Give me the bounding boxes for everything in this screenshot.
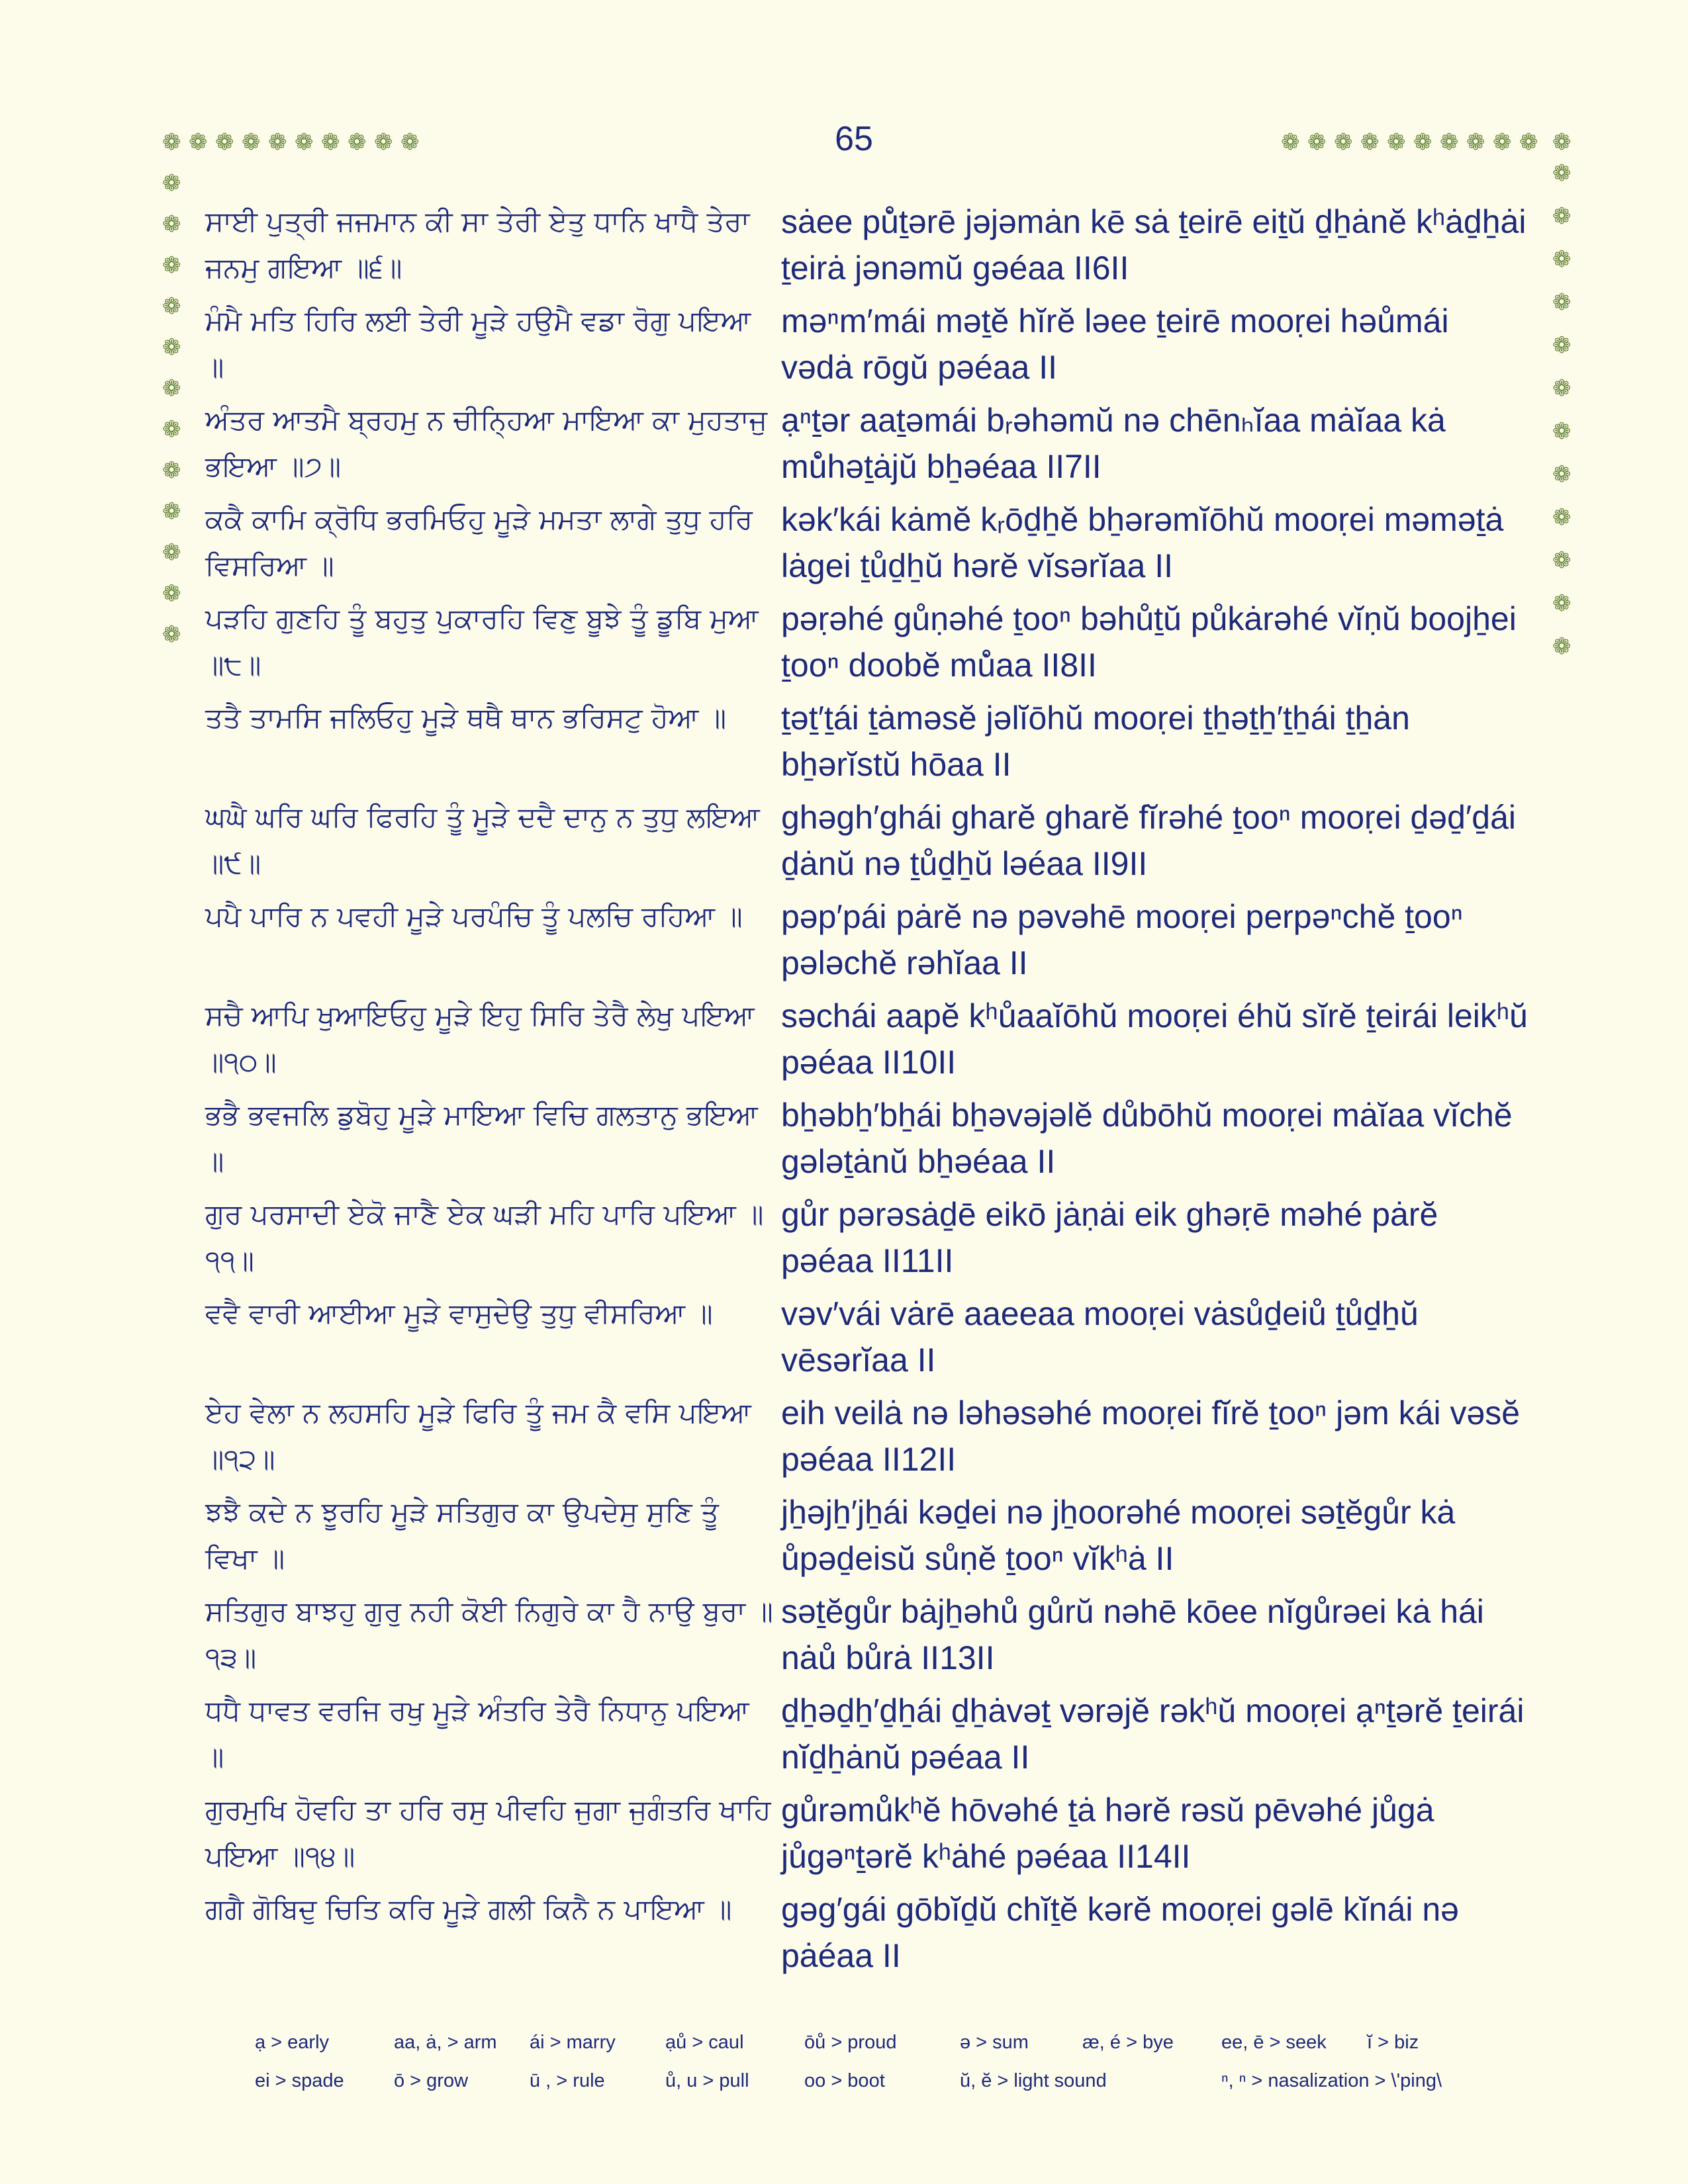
flower-icon: ❁ [1519, 129, 1538, 156]
gurmukhi-text: ਧਧੈ ਧਾਵਤ ਵਰਜਿ ਰਖੁ ਮੂੜੇ ਅੰਤਰਿ ਤੇਰੈ ਨਿਧਾਨੁ ਪਇਆ ॥ [205, 1694, 749, 1773]
verse-list [205, 199, 1529, 1985]
flower-icon: ❁ [162, 129, 181, 156]
gurmukhi-text: ਭਭੈ ਭਵਜਲਿ ਡੁਬੋਹੁ ਮੂੜੇ ਮਾਇਆ ਵਿਚਿ ਗਲਤਾਨੁ ਭਇਆ ॥ [205, 1099, 758, 1177]
verse-row [205, 1191, 1529, 1291]
gurmukhi-text: ਏਹ ਵੇਲਾ ਨ ਲਹਸਹਿ ਮੂੜੇ ਫਿਰਿ ਤੂੰ ਜਮ ਕੈ ਵਸਿ ਪਇਆ ॥੧੨॥ [205, 1396, 751, 1475]
flower-icon: ❁ [189, 129, 208, 156]
transliteration-text: vəv′vái vȧrē aaeeaa mooṛei vȧsůḏeiů ṯůḏẖŭ vēsərĭaa II [781, 1295, 1419, 1379]
flower-icon: ❁ [1552, 129, 1571, 156]
gurmukhi-text: ਘਘੈ ਘਰਿ ਘਰਿ ਫਿਰਹਿ ਤੂੰ ਮੂੜੇ ਦਦੈ ਦਾਨੁ ਨ ਤੁਧੁ ਲਇਆ ॥੯॥ [205, 801, 760, 880]
flower-icon: ❁ [162, 375, 181, 402]
flower-icon: ❁ [162, 621, 181, 648]
flower-icon: ❁ [1552, 547, 1571, 574]
gurmukhi-text: ਅੰਤਰ ਆਤਮੈ ਬ੍ਰਹਮੁ ਨ ਚੀਨ੍ਹਿਆ ਮਾਇਆ ਕਾ ਮੁਹਤਾਜੁ ਭਇਆ ॥੭॥ [205, 404, 768, 482]
flower-icon: ❁ [321, 129, 340, 156]
flower-icon: ❁ [1334, 129, 1353, 156]
verse-row [205, 695, 1529, 794]
legend-item: ạů > caul [665, 2032, 744, 2053]
verse-row [205, 1588, 1529, 1688]
legend-item: aa, ȧ, > arm [394, 2032, 497, 2053]
transliteration-text: pəṛəhé gůṇəhé ṯooⁿ bəhůṯŭ půkȧrəhé vĭṇŭ boojẖei ṯooⁿ doobĕ mů̇aa II8II [781, 600, 1517, 684]
flower-icon: ❁ [348, 129, 367, 156]
flower-icon: ❁ [162, 498, 181, 525]
flower-icon: ❁ [1552, 418, 1571, 445]
legend-item: ei > spade [255, 2070, 344, 2091]
verse-row [205, 1489, 1529, 1588]
flower-icon: ❁ [1552, 289, 1571, 316]
transliteration-text: gůrəmůkʰĕ hōvəhé ṯȧ hərĕ rəsŭ pēvəhé jůgȧ jůgəⁿṯərĕ kʰȧhé pəéaa II14II [781, 1792, 1434, 1875]
legend-item: ů, u > pull [665, 2070, 749, 2091]
legend-item: ōů > proud [804, 2032, 897, 2053]
flower-icon: ❁ [1552, 504, 1571, 531]
gurmukhi-text: ਤਤੈ ਤਾਮਸਿ ਜਲਿਓਹੁ ਮੂੜੇ ਥਥੈ ਥਾਨ ਭਰਿਸਟੁ ਹੋਆ ॥ [205, 702, 726, 734]
flower-icon: ❁ [374, 129, 393, 156]
flower-icon: ❁ [400, 129, 420, 156]
gurmukhi-text: ਝਝੈ ਕਦੇ ਨ ਝੂਰਹਿ ਮੂੜੇ ਸਤਿਗੁਰ ਕਾ ਉਪਦੇਸੁ ਸੁਣਿ ਤੂੰ ਵਿਖਾ ॥ [205, 1496, 719, 1574]
transliteration-text: eih veilȧ nə ləhəsəhé mooṛei fĭrĕ ṯooⁿ jəm kái vəsĕ pəéaa II12II [781, 1394, 1521, 1478]
verse-row [205, 1688, 1529, 1787]
verse-row [205, 1291, 1529, 1390]
gurmukhi-text: ਸਾਈ ਪੁਤ੍ਰੀ ਜਜਮਾਨ ਕੀ ਸਾ ਤੇਰੀ ਏਤੁ ਧਾਨਿ ਖਾਧੈ ਤੇਰਾ ਜਨਮੁ ਗਇਆ ॥੬॥ [205, 205, 750, 284]
flower-icon: ❁ [1552, 633, 1571, 660]
legend-item: ŭ, ĕ > light sound [960, 2070, 1107, 2091]
transliteration-text: pəp′pái pȧrĕ nə pəvəhē mooṛei perpəⁿchĕ ṯooⁿ pələchĕ rəhĭaa II [781, 898, 1463, 981]
legend-item: ái > marry [530, 2032, 616, 2053]
flower-icon: ❁ [162, 293, 181, 320]
verse-row [205, 993, 1529, 1092]
legend-row [255, 2070, 1513, 2109]
flower-icon: ❁ [242, 129, 261, 156]
gurmukhi-text: ਗੁਰਮੁਖਿ ਹੋਵਹਿ ਤਾ ਹਰਿ ਰਸੁ ਪੀਵਹਿ ਜੁਗਾ ਜੁਗੰਤਰਿ ਖਾਹਿ ਪਇਆ ॥੧੪॥ [205, 1794, 771, 1872]
gurmukhi-text: ਸਤਿਗੁਰ ਬਾਝਹੁ ਗੁਰੁ ਨਹੀ ਕੋਈ ਨਿਗੁਰੇ ਕਾ ਹੈ ਨਾਉ ਬੁਰਾ ॥੧੩॥ [205, 1595, 773, 1674]
legend-item: æ, é > bye [1082, 2032, 1174, 2053]
flower-icon: ❁ [1413, 129, 1432, 156]
gurmukhi-text: ਪਪੈ ਪਾਰਿ ਨ ਪਵਹੀ ਮੂੜੇ ਪਰਪੰਚਿ ਤੂੰ ਪਲਚਿ ਰਹਿਆ ॥ [205, 900, 743, 933]
legend-row [255, 2032, 1513, 2070]
flower-icon: ❁ [268, 129, 287, 156]
transliteration-text: ghəgh′ghái gharĕ gharĕ fĭrəhé ṯooⁿ mooṛei ḏəḏ′ḏái ḏȧnŭ nə ṯůḏẖŭ ləéaa II9II [781, 799, 1517, 882]
legend-item: ee, ē > seek [1221, 2032, 1327, 2053]
transliteration-text: gəg′gái gōbĭḏŭ chĭṯĕ kərĕ mooṛei gəlē kĭnái nə pȧéaa II [781, 1891, 1459, 1974]
verse-row [205, 1092, 1529, 1191]
flower-icon: ❁ [1552, 332, 1571, 359]
verse-row [205, 298, 1529, 397]
flower-icon: ❁ [1552, 461, 1571, 488]
flower-icon: ❁ [295, 129, 314, 156]
flower-icon: ❁ [1440, 129, 1459, 156]
flower-icon: ❁ [1552, 203, 1571, 230]
transliteration-text: ḏẖəḏẖ′ḏẖái ḏẖȧvəṯ vərəjĕ rəkʰŭ mooṛei ạⁿṯərĕ ṯeirái nĭḏẖȧnŭ pəéaa II [781, 1692, 1524, 1776]
flower-icon: ❁ [1552, 590, 1571, 617]
transliteration-text: bẖəbẖ′bẖái bẖəvəjəlĕ důbōhŭ mooṛei mȧĭaa vĭchĕ gələṯȧnŭ bẖəéaa II [781, 1097, 1513, 1180]
verse-row [205, 397, 1529, 496]
flower-icon: ❁ [1307, 129, 1327, 156]
transliteration-text: sȧee pů̇ṯərē jəjəmȧn kē sȧ ṯeirē eiṯŭ ḏẖȧnĕ kʰȧḏẖȧi ṯeirȧ jənəmŭ gəéaa II6II [781, 203, 1526, 287]
verse-row [205, 1787, 1529, 1886]
verse-row [205, 893, 1529, 993]
verse-row [205, 199, 1529, 298]
flower-icon: ❁ [1360, 129, 1380, 156]
legend-item: ə > sum [960, 2032, 1029, 2053]
flower-icon: ❁ [1493, 129, 1512, 156]
gurmukhi-text: ਸਚੈ ਆਪਿ ਖੁਆਇਓਹੁ ਮੂੜੇ ਇਹੁ ਸਿਰਿ ਤੇਰੈ ਲੇਖੁ ਪਇਆ ॥੧੦॥ [205, 999, 755, 1078]
legend-item: oo > boot [804, 2070, 885, 2091]
verse-row [205, 1390, 1529, 1489]
flower-icon: ❁ [162, 539, 181, 566]
gurmukhi-text: ਗਗੈ ਗੋਬਿਦੁ ਚਿਤਿ ਕਰਿ ਮੂੜੇ ਗਲੀ ਕਿਨੈ ਨ ਪਾਇਆ ॥ [205, 1893, 732, 1925]
verse-row [205, 496, 1529, 596]
gurmukhi-text: ਕਕੈ ਕਾਮਿ ਕ੍ਰੋਧਿ ਭਰਮਿਓਹੁ ਮੂੜੇ ਮਮਤਾ ਲਾਗੇ ਤੁਧੁ ਹਰਿ ਵਿਸਰਿਆ ॥ [205, 503, 753, 582]
flower-icon: ❁ [162, 334, 181, 361]
flower-icon: ❁ [162, 416, 181, 443]
flower-icon: ❁ [162, 580, 181, 607]
legend-item: ū , > rule [530, 2070, 605, 2091]
gurmukhi-text: ਵਵੈ ਵਾਰੀ ਆਈਆ ਮੂੜੇ ਵਾਸੁਦੇਉ ਤੁਧੁ ਵੀਸਰਿਆ ॥ [205, 1297, 713, 1330]
pronunciation-legend [255, 2032, 1513, 2109]
transliteration-text: jẖəjẖ′jẖái kəḏei nə jẖoorəhé mooṛei səṯĕgůr kȧ ůpəḏeisŭ sůṇĕ ṯooⁿ vĭkʰȧ II [781, 1494, 1456, 1577]
legend-item: ⁿ, ⁿ > nasalization > \'ping\ [1221, 2070, 1442, 2091]
page-number: 65 [835, 120, 873, 158]
flower-icon: ❁ [1281, 129, 1300, 156]
verse-row [205, 794, 1529, 893]
flower-icon: ❁ [1466, 129, 1485, 156]
flower-icon: ❁ [1552, 246, 1571, 273]
verse-row [205, 596, 1529, 695]
flower-icon: ❁ [1552, 375, 1571, 402]
legend-item: ō > grow [394, 2070, 469, 2091]
legend-item: ạ > early [255, 2032, 330, 2053]
transliteration-text: ṯəṯ′ṯái ṯȧməsĕ jəlĭōhŭ mooṛei ṯẖəṯẖ′ṯẖái ṯẖȧn bẖərĭstŭ hōaa II [781, 700, 1410, 783]
flower-icon: ❁ [162, 252, 181, 279]
transliteration-text: səṯĕgůr bȧjẖəhů gůrŭ nəhē kōee nĭgůrəei kȧ hái nȧů bůrȧ II13II [781, 1593, 1484, 1676]
flower-icon: ❁ [1387, 129, 1406, 156]
flower-icon: ❁ [162, 457, 181, 484]
gurmukhi-text: ਪੜਹਿ ਗੁਣਹਿ ਤੂੰ ਬਹੁਤੁ ਪੁਕਾਰਹਿ ਵਿਣੁ ਬੂਝੇ ਤੂੰ ਡੂਬਿ ਮੁਆ ॥੮॥ [205, 602, 759, 681]
transliteration-text: ạⁿṯər aaṯəmái bᵣəhəmŭ nə chēnₕĭaa mȧĭaa kȧ mů̇həṯȧjŭ bẖəéaa II7II [781, 402, 1446, 485]
flower-icon: ❁ [162, 211, 181, 238]
transliteration-text: səchái aapĕ kʰůaaĭōhŭ mooṛei éhŭ sĭrĕ ṯeirái leikʰŭ pəéaa II10II [781, 997, 1528, 1081]
legend-item: ĭ > biz [1367, 2032, 1419, 2053]
transliteration-text: məⁿm′mái məṯĕ hĭrĕ ləee ṯeirē mooṛei həůmái vədȧ rōgŭ pəéaa II [781, 302, 1449, 386]
verse-row [205, 1886, 1529, 1985]
flower-icon: ❁ [215, 129, 234, 156]
flower-icon: ❁ [162, 170, 181, 197]
gurmukhi-text: ਮੰਮੈ ਮਤਿ ਹਿਰਿ ਲਈ ਤੇਰੀ ਮੂੜੇ ਹਉਮੈ ਵਡਾ ਰੋਗੁ ਪਇਆ ॥ [205, 304, 751, 383]
transliteration-text: gůr pərəsȧḏē eikō jȧṇȧi eik ghəṛē məhé pȧrĕ pəéaa II11II [781, 1196, 1438, 1279]
flower-icon: ❁ [1552, 160, 1571, 187]
gurmukhi-text: ਗੁਰ ਪਰਸਾਦੀ ਏਕੋ ਜਾਣੈ ਏਕ ਘੜੀ ਮਹਿ ਪਾਰਿ ਪਇਆ ॥੧੧॥ [205, 1198, 764, 1277]
transliteration-text: kək′kái kȧmĕ kᵣōḏẖĕ bẖərəmĭōhŭ mooṛei məməṯȧ lȧgei ṯůḏẖŭ hərĕ vĭsərĭaa II [781, 501, 1504, 584]
